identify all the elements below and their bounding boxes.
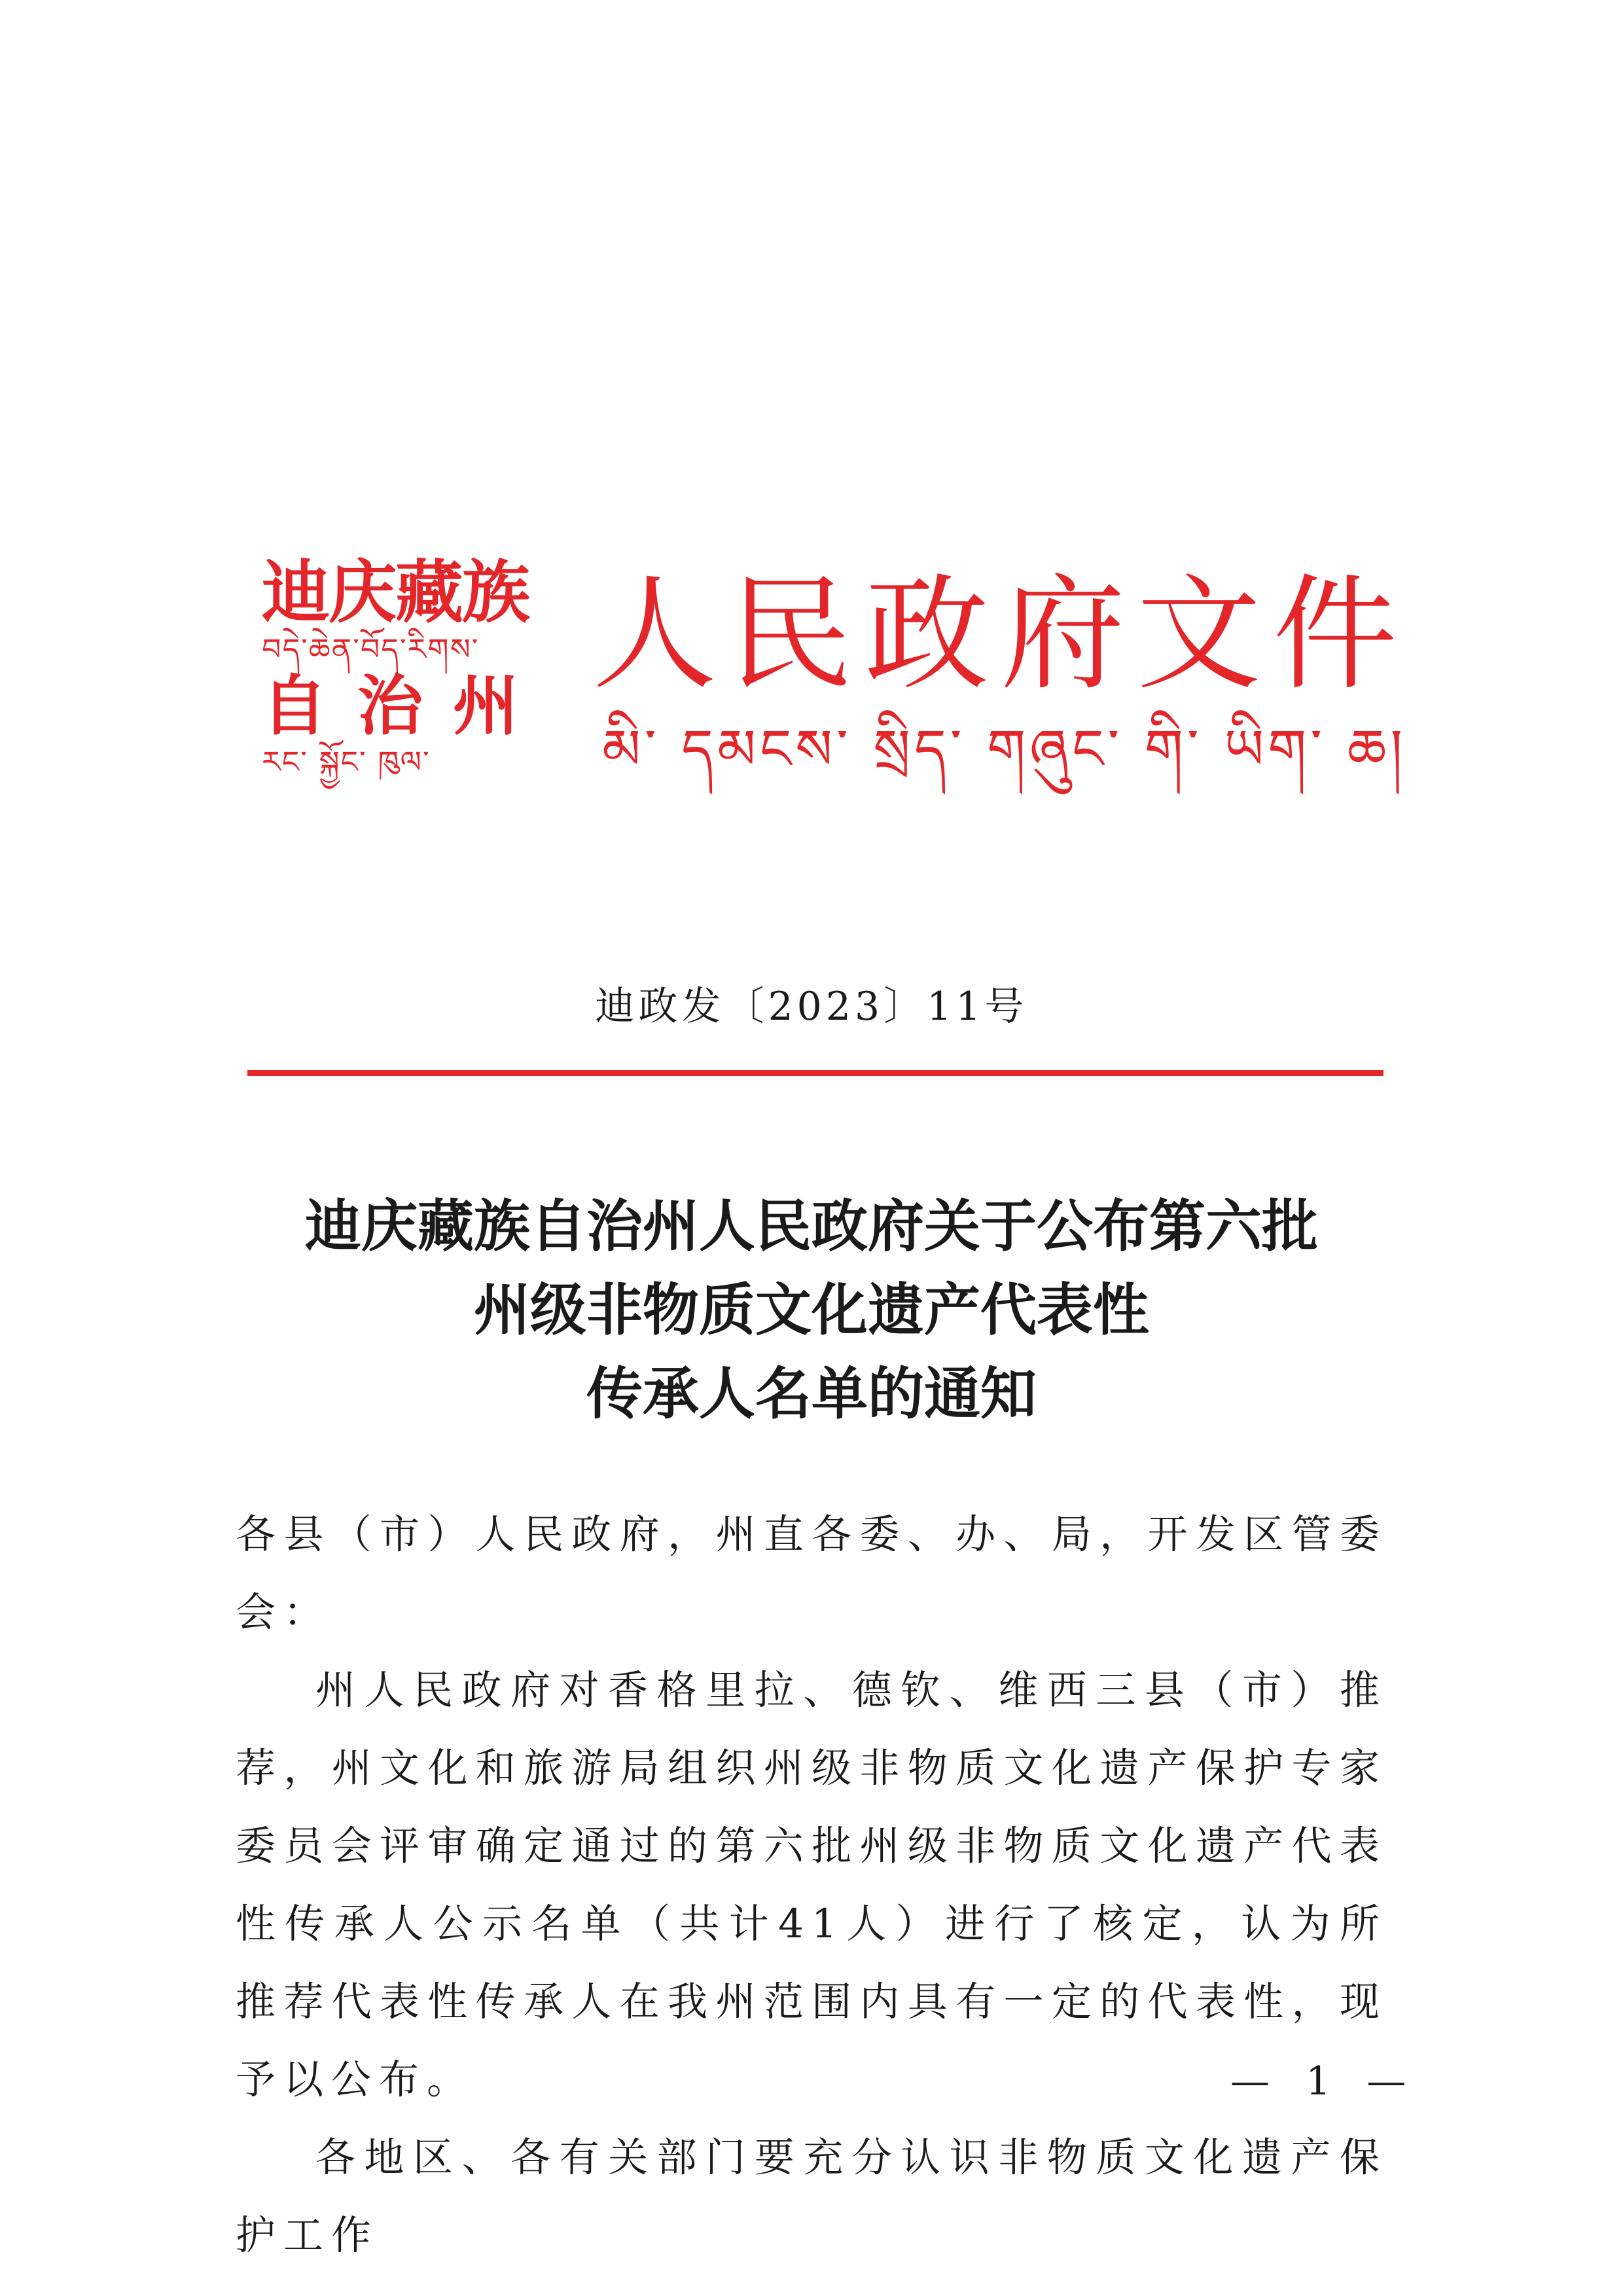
body-paragraph-1: 州人民政府对香格里拉、德钦、维西三县（市）推荐，州文化和旅游局组织州级非物质文化遗产保护专家委员会评审确定通过的第六批州级非物质文化遗产代表性传承人公示名单（共计41人）进行了核定，认为所推荐代表性传承人在我州范围内具有一定的代表性，现予以公布。 [236, 1667, 1387, 2103]
page-number: — 1 — [1230, 2058, 1418, 2104]
red-divider-line [247, 1070, 1383, 1076]
notice-body [236, 1496, 1387, 2274]
title-line1: 迪庆藏族自治州人民政府关于公布第六批 [305, 1193, 1318, 1259]
document-header [262, 552, 1410, 805]
body-paragraph-2: 各地区、各有关部门要充分认识非物质文化遗产保护工作 [236, 2134, 1387, 2259]
document-number: 迪政发〔2023〕11号 [595, 984, 1028, 1030]
notice-title [0, 1185, 1623, 1436]
org-name-line2: 自治州 [262, 667, 548, 744]
issuing-organization [262, 552, 550, 783]
title-line3: 传承人名单的通知 [586, 1361, 1037, 1427]
org-name-line1: 迪庆藏族 [262, 552, 529, 632]
salutation: 各县（市）人民政府，州直各委、办、局，开发区管委会： [236, 1511, 1387, 1636]
org-name-tibetan-line2: རང་ སྐྱོང་ ཁུལ་ [262, 744, 431, 780]
title-line2: 州级非物质文化遗产代表性 [474, 1277, 1149, 1343]
document-type-tibetan: མི་ དམངས་ སྲིད་ གཞུང་ གི་ ཡིག་ ཆ། [602, 717, 1407, 781]
org-name-tibetan-line1: བདེ་ཆེན་བོད་རིགས་ [262, 632, 480, 667]
document-type-title: 人民政府文件 [592, 562, 1410, 707]
